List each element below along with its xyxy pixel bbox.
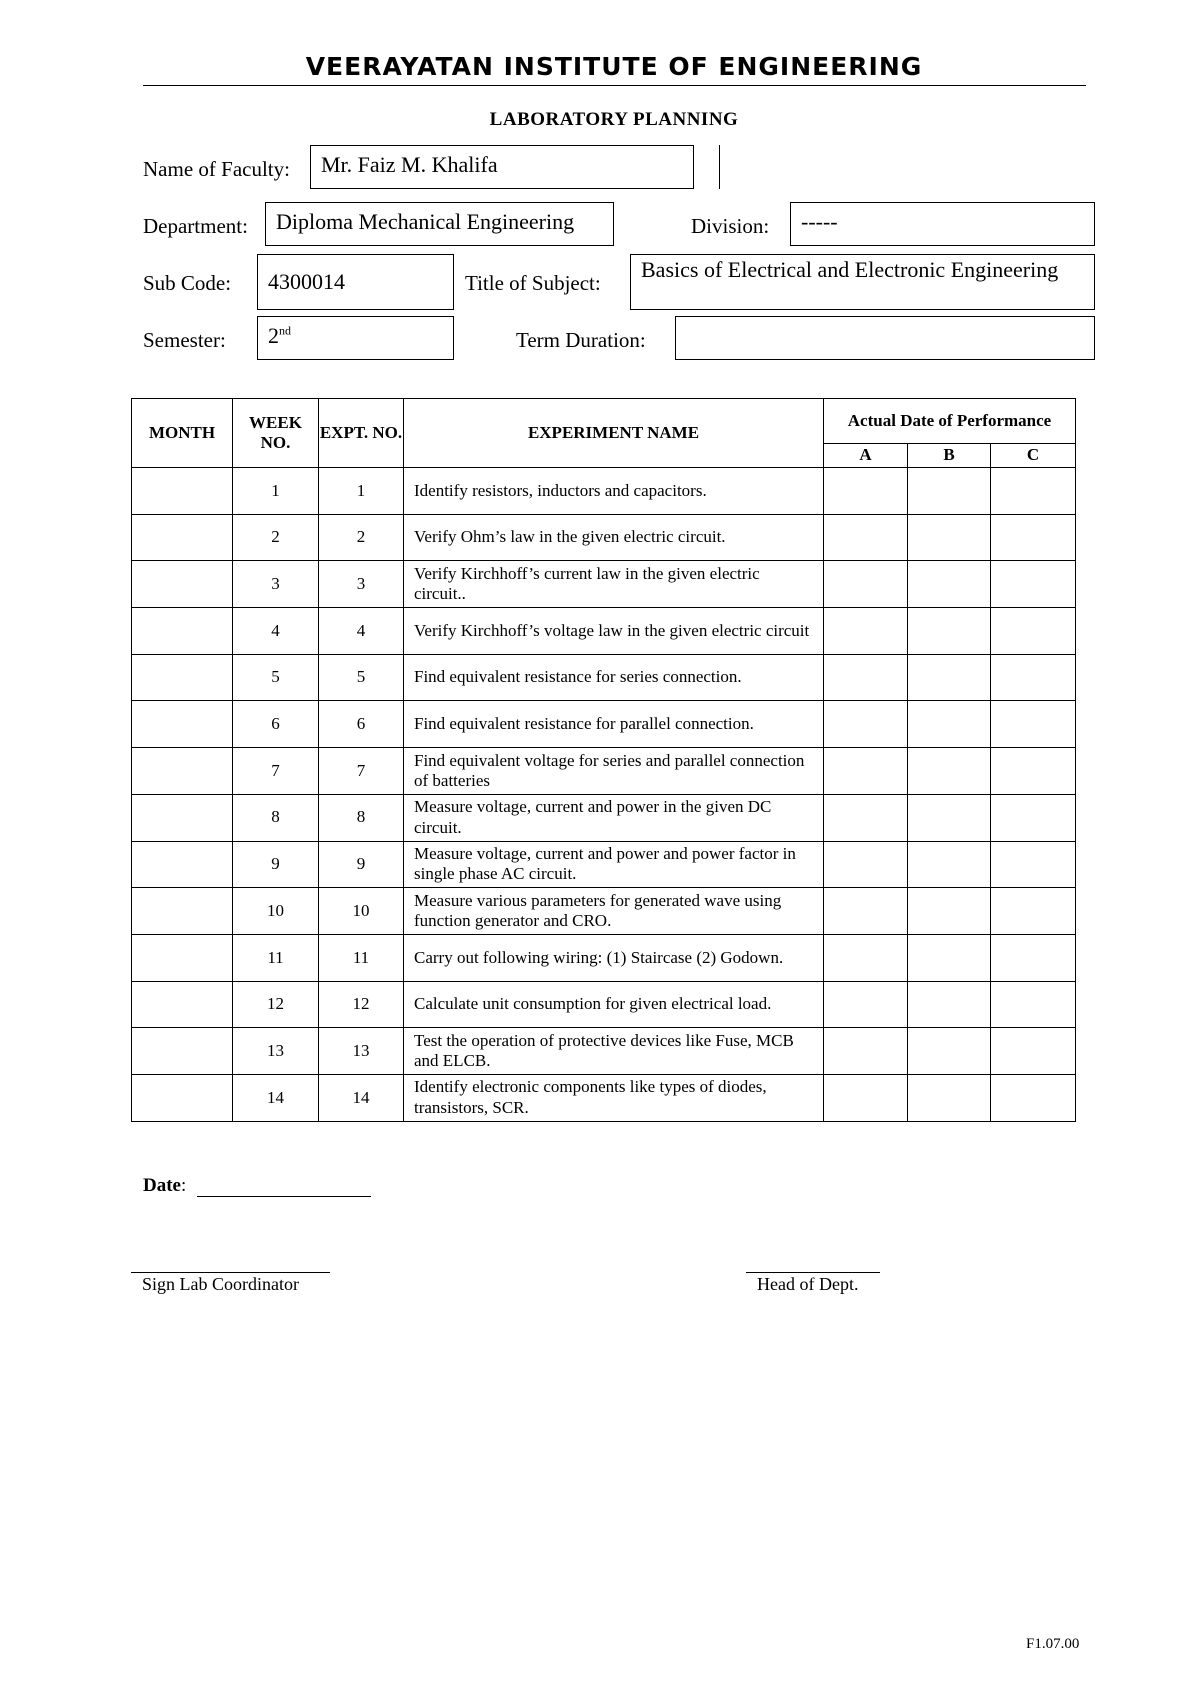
expt-cell: 9 — [319, 841, 404, 888]
week-cell: 14 — [233, 1074, 319, 1121]
week-cell: 11 — [233, 934, 319, 981]
expt-cell: 13 — [319, 1028, 404, 1075]
institute-name: VEERAYATAN INSTITUTE OF ENGINEERING — [305, 52, 923, 81]
date-b-cell[interactable] — [908, 841, 991, 888]
date-c-cell[interactable] — [991, 654, 1076, 701]
table-row — [132, 514, 1076, 561]
month-header: MONTH — [132, 399, 233, 468]
date-c-cell[interactable] — [991, 701, 1076, 748]
experiment-name-cell: Carry out following wiring: (1) Staircase (2) Godown. — [404, 934, 824, 981]
table-row — [132, 701, 1076, 748]
sub-code-label: Sub Code: — [143, 271, 232, 295]
date-a-cell[interactable] — [824, 608, 908, 655]
department-field[interactable]: Diploma Mechanical Engineering — [265, 202, 614, 246]
subject-title-field[interactable]: Basics of Electrical and Electronic Engineering — [630, 254, 1095, 310]
week-cell: 4 — [233, 608, 319, 655]
document-title: LABORATORY PLANNING — [489, 109, 739, 130]
expt-cell: 5 — [319, 654, 404, 701]
date-c-cell[interactable] — [991, 608, 1076, 655]
month-cell[interactable] — [132, 701, 233, 748]
division-field[interactable]: ----- — [790, 202, 1095, 246]
week-cell: 7 — [233, 748, 319, 795]
expt-cell: 10 — [319, 888, 404, 935]
week-cell: 6 — [233, 701, 319, 748]
date-a-cell[interactable] — [824, 514, 908, 561]
experiment-name-cell: Find equivalent voltage for series and parallel connection of batteries — [404, 748, 824, 795]
month-cell[interactable] — [132, 981, 233, 1028]
week-cell: 9 — [233, 841, 319, 888]
table-row — [132, 888, 1076, 935]
date-c-cell[interactable] — [991, 934, 1076, 981]
table-row — [132, 1074, 1076, 1121]
date-c-cell[interactable] — [991, 561, 1076, 608]
expt-cell: 7 — [319, 748, 404, 795]
table-row — [132, 1028, 1076, 1075]
date-b-cell[interactable] — [908, 888, 991, 935]
expt-cell: 4 — [319, 608, 404, 655]
experiment-name-cell: Find equivalent resistance for parallel connection. — [404, 701, 824, 748]
semester-field[interactable] — [257, 316, 454, 360]
faculty-label: Name of Faculty: — [143, 157, 290, 181]
date-c-cell[interactable] — [991, 514, 1076, 561]
expt-no-header: EXPT. NO. — [319, 399, 404, 468]
date-b-cell[interactable] — [908, 468, 991, 515]
expt-cell: 1 — [319, 468, 404, 515]
col-c-header: C — [991, 444, 1076, 468]
lab-coordinator-label: Sign Lab Coordinator — [142, 1274, 299, 1294]
experiment-name-cell: Identify resistors, inductors and capacitors. — [404, 468, 824, 515]
date-a-cell[interactable] — [824, 701, 908, 748]
week-cell: 3 — [233, 561, 319, 608]
month-cell[interactable] — [132, 748, 233, 795]
date-a-cell[interactable] — [824, 748, 908, 795]
week-cell: 5 — [233, 654, 319, 701]
date-c-cell[interactable] — [991, 1028, 1076, 1075]
date-b-cell[interactable] — [908, 654, 991, 701]
date-label — [143, 1175, 186, 1197]
faculty-field[interactable]: Mr. Faiz M. Khalifa — [310, 145, 694, 189]
date-c-cell[interactable] — [991, 748, 1076, 795]
month-cell[interactable] — [132, 561, 233, 608]
month-cell[interactable] — [132, 608, 233, 655]
month-cell[interactable] — [132, 468, 233, 515]
experiment-name-cell: Measure various parameters for generated wave using function generator and CRO. — [404, 888, 824, 935]
week-cell: 12 — [233, 981, 319, 1028]
date-c-cell[interactable] — [991, 841, 1076, 888]
date-line[interactable] — [197, 1196, 371, 1197]
experiment-name-cell: Find equivalent resistance for series connection. — [404, 654, 824, 701]
date-b-cell[interactable] — [908, 981, 991, 1028]
date-a-cell[interactable] — [824, 794, 908, 841]
actual-date-header: Actual Date of Performance — [824, 399, 1076, 444]
experiment-name-cell: Calculate unit consumption for given electrical load. — [404, 981, 824, 1028]
week-cell: 10 — [233, 888, 319, 935]
field-separator — [719, 145, 720, 189]
table-row — [132, 654, 1076, 701]
subject-title-label: Title of Subject: — [465, 271, 601, 295]
expt-cell: 3 — [319, 561, 404, 608]
date-b-cell[interactable] — [908, 514, 991, 561]
month-cell[interactable] — [132, 1028, 233, 1075]
table-row — [132, 981, 1076, 1028]
date-a-cell[interactable] — [824, 841, 908, 888]
header-divider — [143, 85, 1086, 86]
month-cell[interactable] — [132, 654, 233, 701]
date-b-cell[interactable] — [908, 934, 991, 981]
date-b-cell[interactable] — [908, 794, 991, 841]
experiment-name-cell: Measure voltage, current and power in the given DC circuit. — [404, 794, 824, 841]
week-cell: 2 — [233, 514, 319, 561]
date-b-cell[interactable] — [908, 748, 991, 795]
table-row — [132, 841, 1076, 888]
expt-cell: 2 — [319, 514, 404, 561]
table-row — [132, 794, 1076, 841]
month-cell[interactable] — [132, 1074, 233, 1121]
hod-label: Head of Dept. — [757, 1274, 859, 1294]
experiment-name-header: EXPERIMENT NAME — [404, 399, 824, 468]
date-a-cell[interactable] — [824, 888, 908, 935]
month-cell[interactable] — [132, 841, 233, 888]
expt-cell: 8 — [319, 794, 404, 841]
lab-coordinator-signature-line[interactable] — [131, 1272, 330, 1273]
sub-code-field[interactable]: 4300014 — [257, 254, 454, 310]
term-duration-label: Term Duration: — [516, 328, 646, 352]
date-c-cell[interactable] — [991, 1074, 1076, 1121]
date-b-cell[interactable] — [908, 608, 991, 655]
week-cell: 13 — [233, 1028, 319, 1075]
month-cell[interactable] — [132, 514, 233, 561]
semester-value: 2 — [268, 323, 279, 348]
week-no-header: WEEK NO. — [233, 399, 319, 468]
date-colon: : — [180, 1175, 187, 1196]
table-row — [132, 934, 1076, 981]
month-cell[interactable] — [132, 794, 233, 841]
table-row — [132, 561, 1076, 608]
expt-cell: 6 — [319, 701, 404, 748]
department-label: Department: — [143, 214, 248, 238]
date-a-cell[interactable] — [824, 981, 908, 1028]
col-b-header: B — [908, 444, 991, 468]
date-a-cell[interactable] — [824, 468, 908, 515]
date-a-cell[interactable] — [824, 561, 908, 608]
experiment-name-cell: Measure voltage, current and power and power factor in single phase AC circuit. — [404, 841, 824, 888]
date-a-cell[interactable] — [824, 1028, 908, 1075]
division-label: Division: — [691, 214, 770, 238]
date-a-cell[interactable] — [824, 1074, 908, 1121]
date-label-text: Date — [143, 1175, 181, 1196]
term-duration-field[interactable] — [675, 316, 1095, 360]
date-c-cell[interactable] — [991, 468, 1076, 515]
table-row — [132, 748, 1076, 795]
semester-label: Semester: — [143, 328, 226, 352]
experiment-name-cell: Identify electronic components like types of diodes, transistors, SCR. — [404, 1074, 824, 1121]
hod-signature-line[interactable] — [746, 1272, 880, 1273]
experiment-name-cell: Verify Kirchhoff’s current law in the given electric circuit.. — [404, 561, 824, 608]
experiment-name-cell: Test the operation of protective devices like Fuse, MCB and ELCB. — [404, 1028, 824, 1075]
expt-cell: 12 — [319, 981, 404, 1028]
date-b-cell[interactable] — [908, 701, 991, 748]
date-a-cell[interactable] — [824, 654, 908, 701]
expt-cell: 11 — [319, 934, 404, 981]
experiment-table — [131, 398, 1076, 1122]
semester-suffix: nd — [279, 323, 291, 338]
week-cell: 1 — [233, 468, 319, 515]
experiment-name-cell: Verify Kirchhoff’s voltage law in the given electric circuit — [404, 608, 824, 655]
expt-cell: 14 — [319, 1074, 404, 1121]
form-code: F1.07.00 — [1026, 1636, 1080, 1652]
table-row — [132, 608, 1076, 655]
date-c-cell[interactable] — [991, 981, 1076, 1028]
date-b-cell[interactable] — [908, 561, 991, 608]
date-a-cell[interactable] — [824, 934, 908, 981]
week-cell: 8 — [233, 794, 319, 841]
table-row — [132, 468, 1076, 515]
date-b-cell[interactable] — [908, 1074, 991, 1121]
date-b-cell[interactable] — [908, 1028, 991, 1075]
date-c-cell[interactable] — [991, 794, 1076, 841]
date-c-cell[interactable] — [991, 888, 1076, 935]
experiment-name-cell: Verify Ohm’s law in the given electric circuit. — [404, 514, 824, 561]
month-cell[interactable] — [132, 934, 233, 981]
col-a-header: A — [824, 444, 908, 468]
month-cell[interactable] — [132, 888, 233, 935]
